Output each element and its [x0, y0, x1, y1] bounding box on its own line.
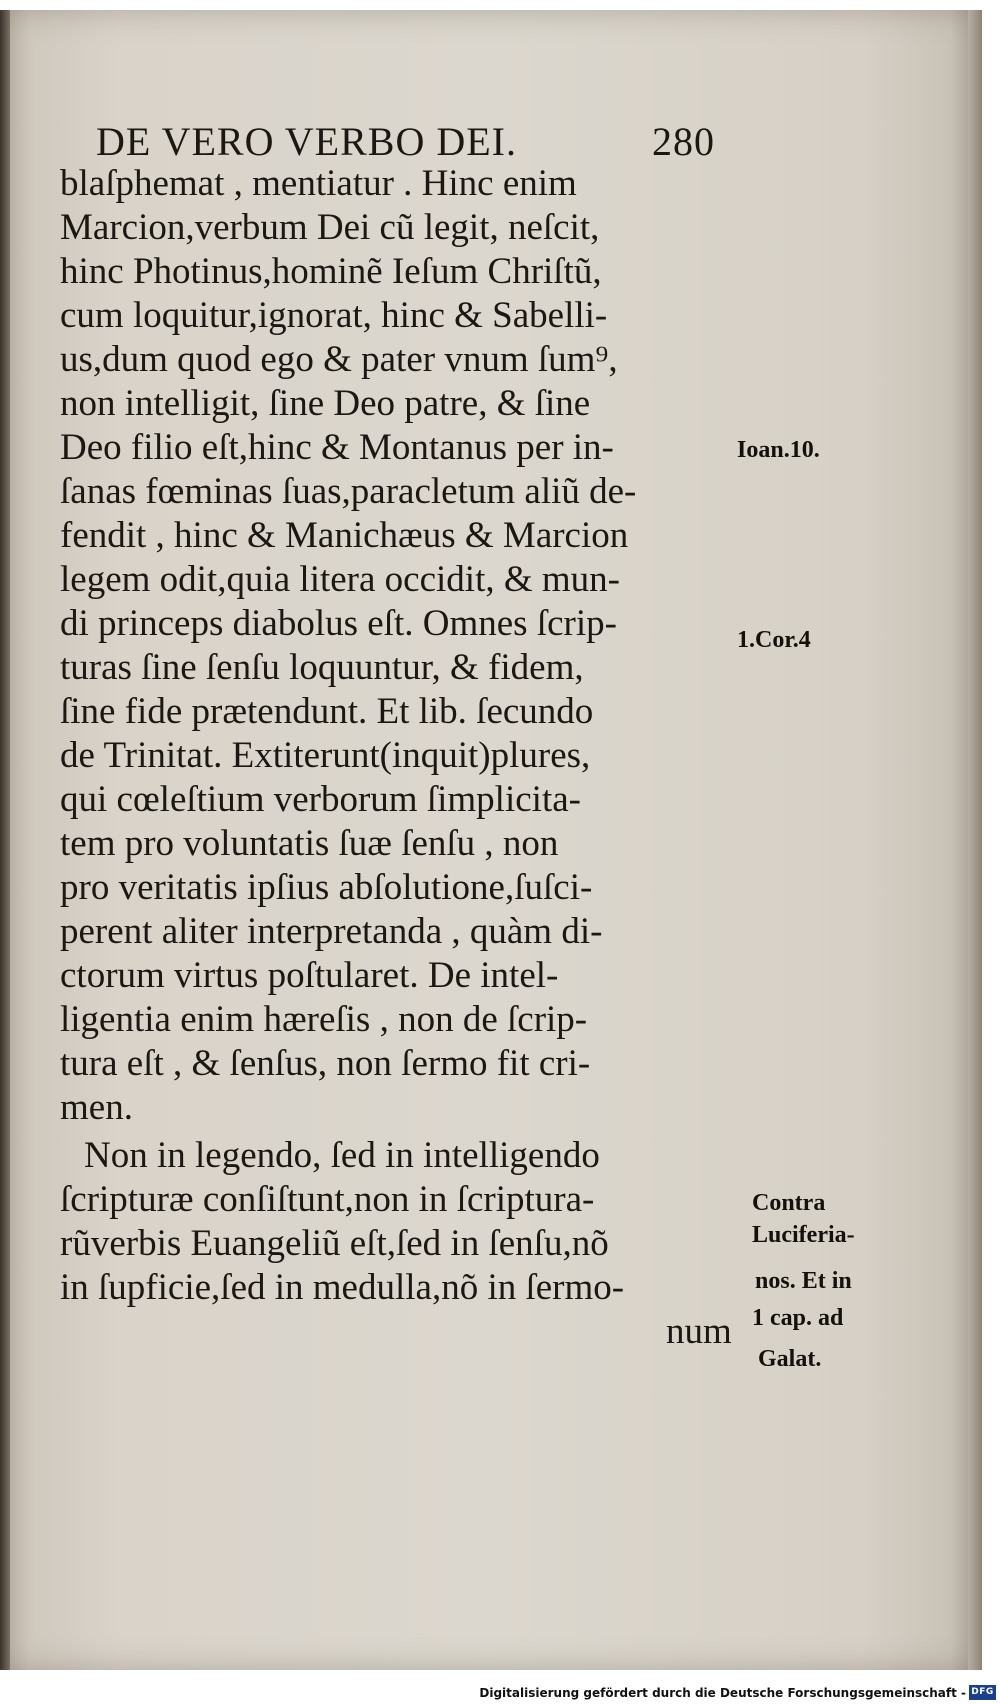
marginal-note: Galat. [758, 1346, 822, 1372]
text-line: de Trinitat. Extiterunt(inquit)plures, [60, 735, 591, 776]
text-line: legem odit,quia litera occidit, & mun- [60, 559, 620, 600]
marginal-note: 1.Cor.4 [737, 627, 811, 653]
text-line: Non in legendo, ſed in intelligendo [84, 1135, 600, 1176]
text-line: men. [60, 1087, 133, 1128]
catchword: num [666, 1311, 732, 1352]
text-line: ſcripturæ conſiſtunt,non in ſcriptura- [60, 1179, 595, 1220]
text-line: Marcion,verbum Dei cũ legit, neſcit, [60, 207, 600, 248]
text-line: blaſphemat , mentiatur . Hinc enim [60, 163, 577, 204]
text-line: ctorum virtus poſtularet. De intel- [60, 955, 559, 996]
funding-credit: Digitalisierung gefördert durch die Deutsche Forschungsgemeinschaft - [479, 1686, 966, 1700]
text-line: pro veritatis ipſius abſolutione,ſuſci- [60, 867, 593, 908]
marginal-note: 1 cap. ad [752, 1305, 844, 1331]
dfg-logo: DFG [969, 1685, 996, 1700]
text-line: perent aliter interpretanda , quàm di- [60, 911, 603, 952]
text-line: hinc Photinus,hominẽ Ieſum Chriſtũ, [60, 251, 602, 292]
text-line: in ſupficie,ſed in medulla,nõ in ſermo- [60, 1267, 625, 1308]
text-line: Deo filio eſt,hinc & Montanus per in- [60, 427, 614, 468]
text-line: us,dum quod ego & pater vnum ſum⁹, [60, 339, 618, 380]
text-line: fendit , hinc & Manichæus & Marcion [60, 515, 629, 556]
text-line: rũverbis Euangeliũ eſt,ſed in ſenſu,nõ [60, 1223, 609, 1264]
text-line: tem pro voluntatis ſuæ ſenſu , non [60, 823, 559, 864]
page-number: 280 [652, 119, 715, 164]
text-line: ſanas fœminas ſuas,paracletum aliũ de- [60, 471, 637, 512]
text-line: turas ſine ſenſu loquuntur, & fidem, [60, 647, 584, 688]
text-line: cum loquitur,ignorat, hinc & Sabelli- [60, 295, 608, 336]
text-line: qui cœleſtium verborum ſimplicita- [60, 779, 581, 820]
marginal-note: Contra [752, 1190, 826, 1216]
marginal-note: nos. Et in [755, 1268, 852, 1294]
marginal-note: Ioan.10. [737, 437, 820, 463]
running-head-title: DE VERO VERBO DEI. [96, 119, 517, 164]
text-line: di princeps diabolus eſt. Omnes ſcrip- [60, 603, 617, 644]
text-line: ſine fide prætendunt. Et lib. ſecundo [60, 691, 594, 732]
page-gutter-shadow [0, 10, 10, 1670]
marginal-note: Luciferia- [752, 1222, 855, 1248]
text-line: ligentia enim hæreſis , non de ſcrip- [60, 999, 588, 1040]
digitization-footer [0, 1683, 1000, 1704]
text-line: non intelligit, ſine Deo patre, & ſine [60, 383, 591, 424]
page-edge [968, 10, 982, 1670]
text-line: tura eſt , & ſenſus, non ſermo fit cri- [60, 1043, 591, 1084]
